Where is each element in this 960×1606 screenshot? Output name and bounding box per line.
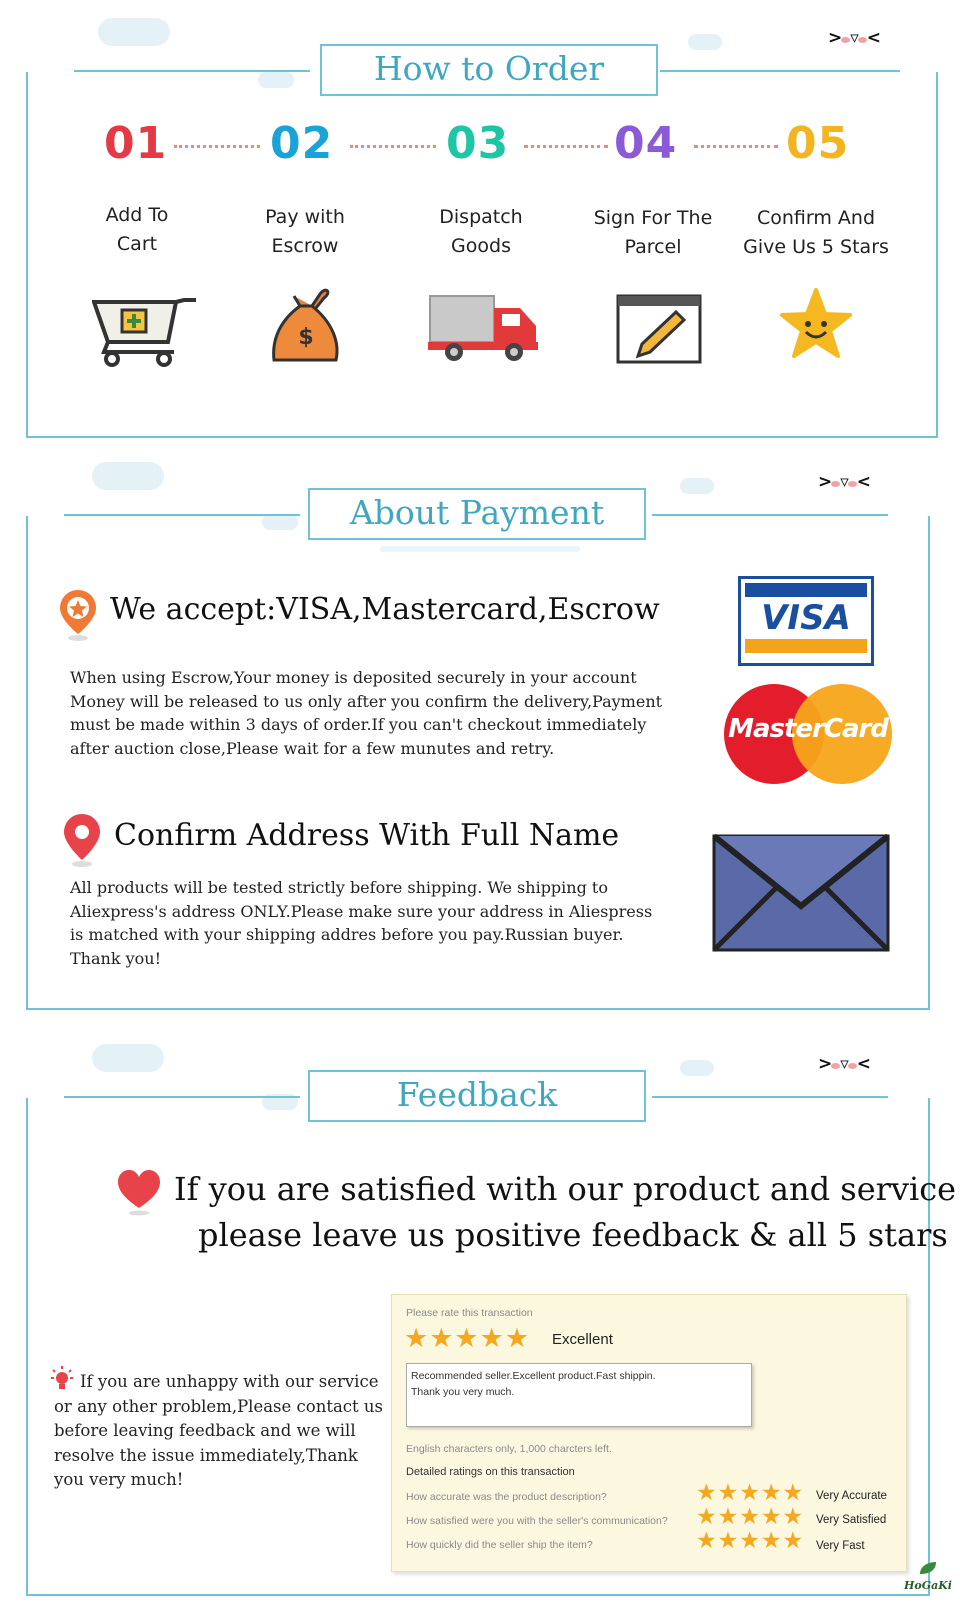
- money-bag-icon: [270, 282, 342, 366]
- overall-rating-stars[interactable]: ★★★★★: [404, 1323, 531, 1353]
- location-pin-icon: [62, 812, 102, 868]
- step-number-5: 05: [786, 118, 850, 169]
- location-star-icon: [58, 588, 98, 644]
- detailed-ratings-title: Detailed ratings on this transaction: [406, 1466, 575, 1478]
- rating-answer: Very Fast: [816, 1540, 865, 1552]
- cloud-decoration: [92, 462, 164, 490]
- step-label-2: Pay with Escrow: [265, 206, 345, 257]
- rating-stars[interactable]: ★★★★★: [696, 1527, 805, 1553]
- heart-icon: [116, 1168, 162, 1216]
- envelope-icon: [712, 834, 890, 952]
- address-heading: Confirm Address With Full Name: [114, 818, 620, 853]
- cute-face-icon: > ▿ <: [818, 472, 871, 492]
- step-label-3: Dispatch Goods: [439, 206, 523, 257]
- title-shadow: [380, 546, 580, 552]
- brand-logo: HoGaKi: [900, 1560, 956, 1600]
- order-title: How to Order: [320, 44, 658, 96]
- step-number-2: 02: [270, 118, 334, 169]
- mastercard-logo: MasterCard: [724, 684, 892, 784]
- cloud-decoration: [688, 34, 722, 50]
- unhappy-text: If you are unhappy with our service or any other problem,Please contact us before leaving feedback and we will resolve the issue immediately,Thank you very much!: [54, 1372, 384, 1489]
- rating-question: How quickly did the seller ship the item?: [406, 1539, 593, 1551]
- cloud-decoration: [680, 478, 714, 494]
- feedback-heading-line1: If you are satisfied with our product and service: [174, 1170, 957, 1208]
- step-connector: [694, 145, 778, 148]
- feedback-title: Feedback: [308, 1070, 646, 1122]
- title-rule-left: [74, 70, 310, 72]
- rating-answer: Very Accurate: [816, 1490, 887, 1502]
- step-connector: [524, 145, 608, 148]
- cute-face-icon: > ▿ <: [818, 1054, 871, 1074]
- step-number-1: 01: [104, 118, 168, 169]
- overall-rating-label: Excellent: [552, 1331, 613, 1348]
- step-connector: [350, 145, 436, 148]
- step-connector: [174, 145, 260, 148]
- title-rule-right: [652, 514, 888, 516]
- address-text: All products will be tested strictly before shipping. We shipping to Aliexpress's address ONLY.Please make sure your address in Aliespress is matched with your shipping addres before you pay.Russian buyer. Thank you!: [70, 878, 653, 968]
- delivery-truck-icon: [428, 292, 542, 364]
- rating-stars[interactable]: ★★★★★: [696, 1479, 805, 1505]
- cute-face-icon: > ▿ <: [828, 28, 881, 48]
- accept-heading: We accept:VISA,Mastercard,Escrow: [110, 592, 660, 627]
- svg-text:$: $: [298, 325, 314, 350]
- cloud-decoration: [92, 1044, 164, 1072]
- step-number-4: 04: [614, 118, 678, 169]
- leaf-icon: [916, 1560, 940, 1576]
- cloud-decoration: [680, 1060, 714, 1076]
- smiling-star-icon: [778, 286, 854, 362]
- step-label-5: Confirm And Give Us 5 Stars: [743, 207, 889, 258]
- feedback-card: [391, 1294, 907, 1572]
- cloud-decoration: [98, 18, 170, 46]
- step-label-1: Add To Cart: [105, 204, 169, 255]
- visa-logo: VISA: [738, 576, 874, 666]
- chars-left-note: English characters only, 1,000 charcters left.: [406, 1443, 612, 1455]
- rating-question: How accurate was the product description?: [406, 1491, 607, 1503]
- title-rule-right: [660, 70, 900, 72]
- accept-text: When using Escrow,Your money is deposited securely in your account Money will be released to us only after you confirm the delivery,Payment must be made within 3 days of order.If you can't checkout immediately after auction close,Please wait for a few munutes and retry.: [70, 668, 663, 758]
- shopping-cart-icon: [92, 294, 198, 368]
- rating-question: How satisfied were you with the seller's communication?: [406, 1515, 668, 1527]
- title-rule-right: [652, 1096, 888, 1098]
- title-rule-left: [64, 514, 300, 516]
- rating-stars[interactable]: ★★★★★: [696, 1503, 805, 1529]
- step-label-4: Sign For The Parcel: [593, 207, 713, 258]
- title-rule-left: [64, 1096, 300, 1098]
- rating-answer: Very Satisfied: [816, 1514, 887, 1526]
- step-number-3: 03: [446, 118, 510, 169]
- comment-box[interactable]: Recommended seller.Excellent product.Fast shippin. Thank you very much.: [406, 1363, 752, 1427]
- sign-document-icon: [616, 294, 702, 364]
- feedback-heading-line2: please leave us positive feedback & all 5 stars: [198, 1216, 948, 1254]
- payment-title: About Payment: [308, 488, 646, 540]
- rate-prompt: Please rate this transaction: [406, 1307, 533, 1319]
